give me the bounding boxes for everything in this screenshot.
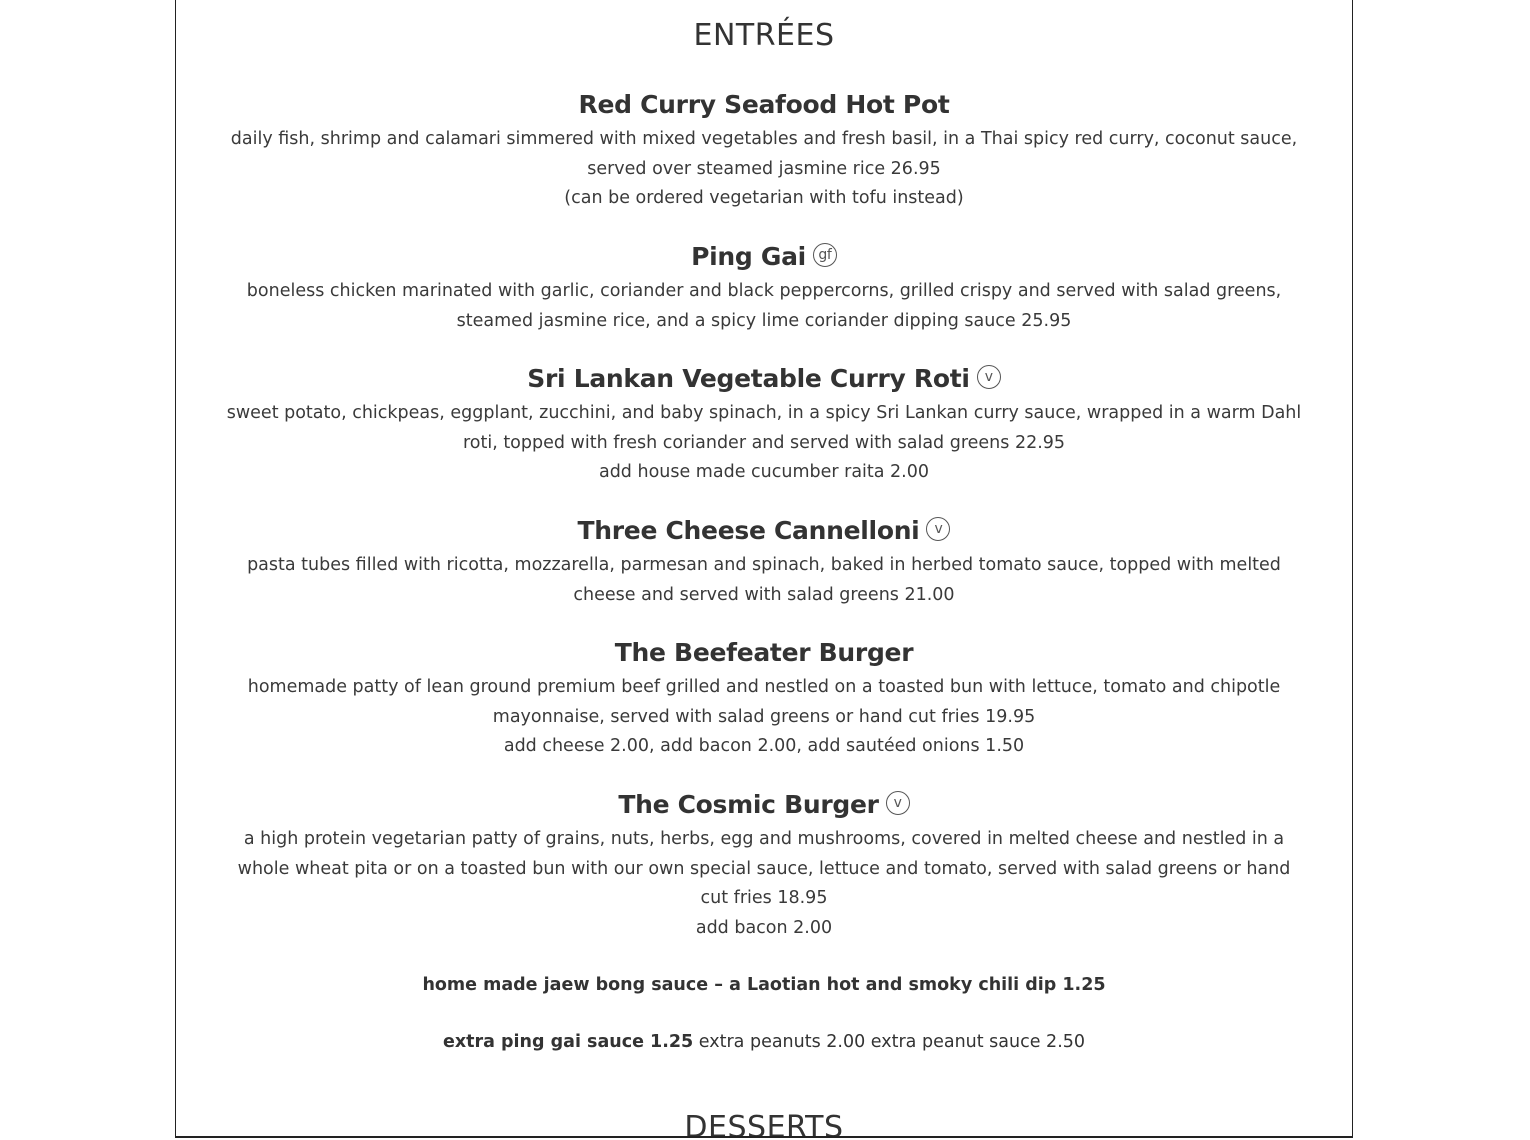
menu-item-name: The Beefeater Burger bbox=[614, 638, 914, 667]
menu-item-name: The Cosmic Burger v bbox=[618, 790, 909, 820]
vegetarian-icon: v bbox=[977, 365, 1001, 389]
vegetarian-icon: v bbox=[886, 791, 910, 815]
menu-item bbox=[226, 516, 1302, 610]
menu-item-description: sweet potato, chickpeas, eggplant, zucchini, and baby spinach, in a spicy Sri Lankan curry sauce, wrapped in a warm Dahl roti, topped with fresh coriander and served with salad greens 22.95 bbox=[226, 403, 1302, 453]
menu-item bbox=[226, 90, 1302, 214]
menu-item-name: Red Curry Seafood Hot Pot bbox=[578, 90, 950, 119]
menu-page bbox=[175, 0, 1353, 1138]
menu-item-extra: add bacon 2.00 bbox=[695, 917, 833, 938]
desserts-heading: DESSERTS bbox=[684, 1110, 844, 1138]
menu-item-description: daily fish, shrimp and calamari simmered with mixed vegetables and fresh basil, in a Thai spicy red curry, coconut sauce, served over steamed jasmine rice 26.95 bbox=[230, 129, 1298, 179]
extra-peanuts-note: extra peanuts 2.00 extra peanut sauce 2.50 bbox=[693, 1032, 1086, 1052]
gluten-free-icon: gf bbox=[813, 243, 837, 267]
menu-item-extra: (can be ordered vegetarian with tofu instead) bbox=[564, 188, 964, 208]
menu-item-name: Sri Lankan Vegetable Curry Roti v bbox=[527, 364, 1000, 394]
menu-item bbox=[226, 242, 1302, 336]
menu-item-description: boneless chicken marinated with garlic, coriander and black peppercorns, grilled crispy and served with salad greens, steamed jasmine rice, and a spicy lime coriander dipping sauce 25.95 bbox=[246, 281, 1282, 331]
menu-item-name: Ping Gai gf bbox=[691, 242, 837, 272]
menu-item-extra: add cheese 2.00, add bacon 2.00, add sautéed onions 1.50 bbox=[503, 736, 1025, 756]
extras-note bbox=[226, 1028, 1302, 1057]
menu-item-extra: add house made cucumber raita 2.00 bbox=[598, 462, 930, 482]
menu-item-name: Three Cheese Cannelloni v bbox=[578, 516, 951, 546]
sauce-note bbox=[226, 971, 1302, 1000]
menu-item-description: pasta tubes filled with ricotta, mozzarella, parmesan and spinach, baked in herbed tomato sauce, topped with melted cheese and served with salad greens 21.00 bbox=[247, 555, 1281, 605]
vegetarian-icon: v bbox=[926, 517, 950, 541]
menu-item-description: homemade patty of lean ground premium beef grilled and nestled on a toasted bun with lettuce, tomato and chipotle mayonnaise, served with salad greens or hand cut fries 19.95 bbox=[247, 677, 1281, 727]
extra-ping-gai-note: extra ping gai sauce 1.25 bbox=[442, 1032, 694, 1052]
entrees-heading: ENTRÉES bbox=[693, 18, 835, 53]
menu-item bbox=[226, 638, 1302, 762]
menu-item bbox=[226, 790, 1302, 943]
jaew-bong-note: home made jaew bong sauce – a Laotian hot and smoky chili dip 1.25 bbox=[422, 975, 1106, 995]
menu-item bbox=[226, 364, 1302, 488]
menu-item-description: a high protein vegetarian patty of grains, nuts, herbs, egg and mushrooms, covered in melted cheese and nestled in a whole wheat pita or on a toasted bun with our own special sauce, lettuce and tomato, served with salad greens or hand cut fries 18.95 bbox=[237, 829, 1291, 908]
